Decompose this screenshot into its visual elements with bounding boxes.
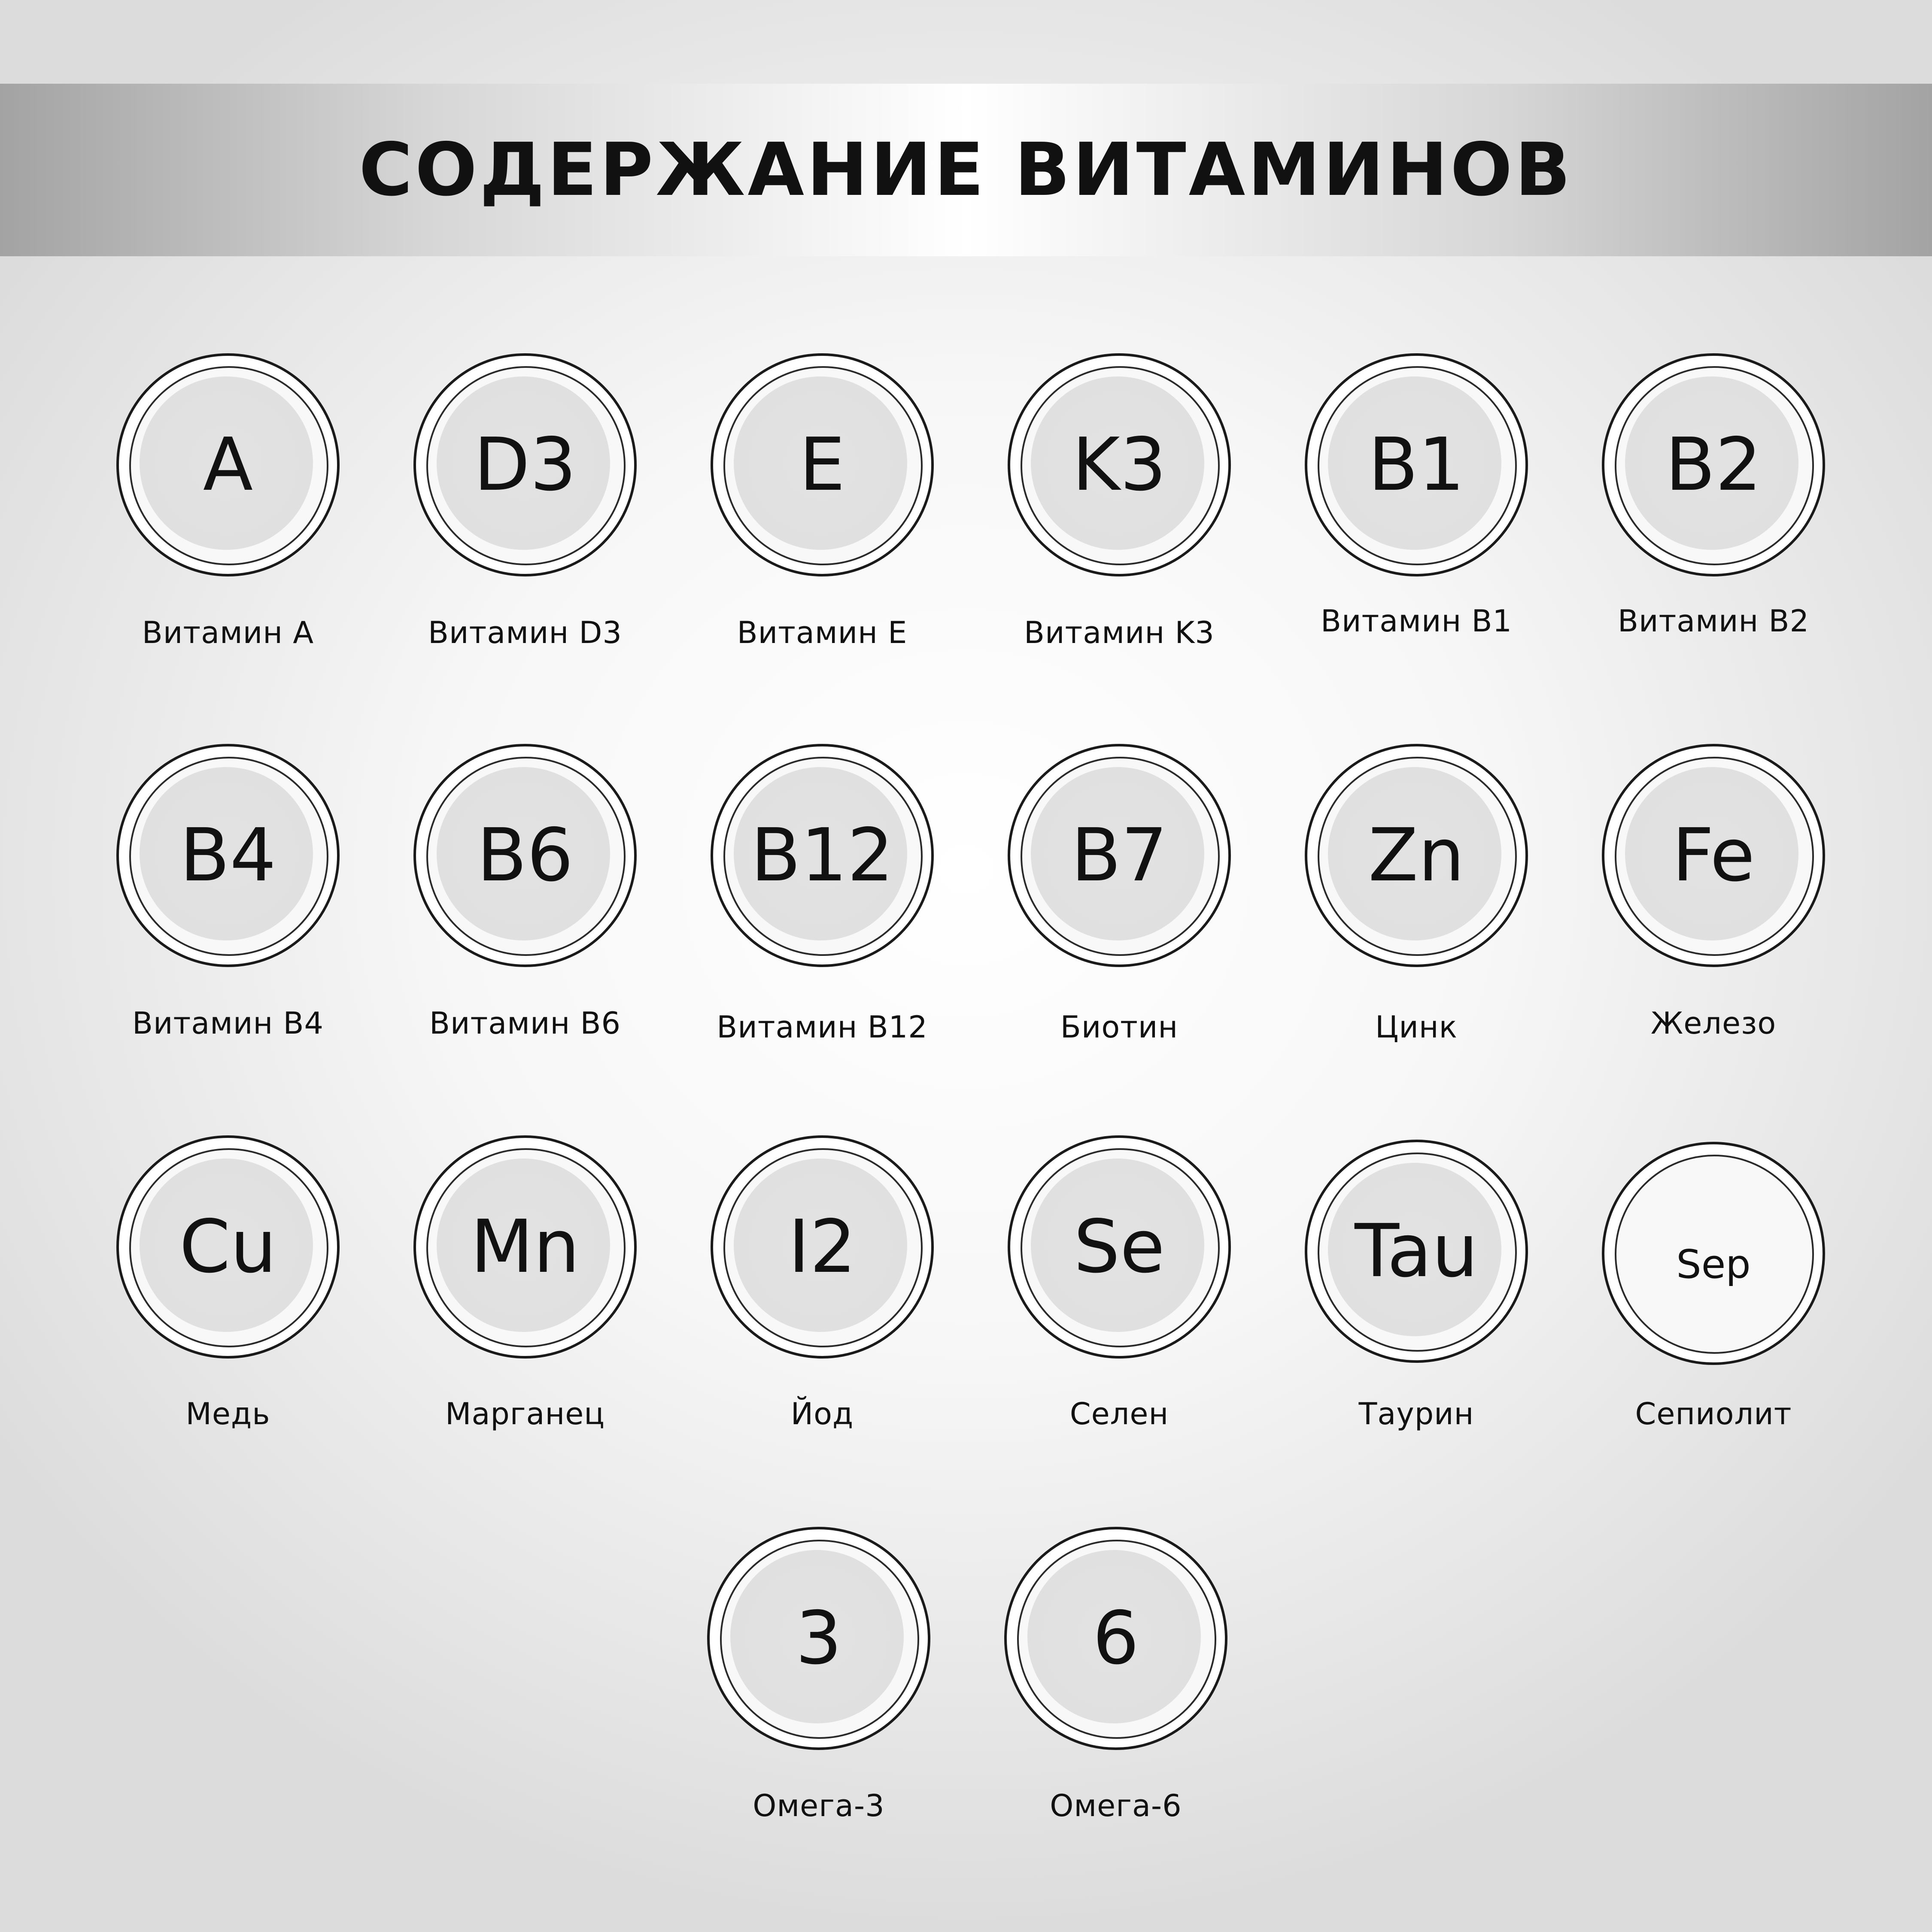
label-taurine: Таурин xyxy=(1358,1396,1474,1432)
badge-symbol: K3 xyxy=(1072,422,1166,507)
badge-symbol: Zn xyxy=(1368,813,1465,898)
label-vitamin-b6: Витамин B6 xyxy=(429,1006,621,1041)
badge-symbol: Tau xyxy=(1355,1209,1478,1294)
badge-symbol: B6 xyxy=(477,813,574,898)
badge-symbol: 6 xyxy=(1092,1596,1139,1681)
label-biotin: Биотин xyxy=(1060,1010,1179,1045)
badge-symbol: Sep xyxy=(1676,1241,1751,1287)
badge-vitamin-b12 xyxy=(711,744,934,967)
label-omega-6: Омега-6 xyxy=(1050,1788,1182,1823)
badge-symbol: D3 xyxy=(474,422,577,507)
label-vitamin-b2: Витамин B2 xyxy=(1617,604,1810,639)
badge-manganese xyxy=(413,1135,637,1359)
badge-vitamin-b2 xyxy=(1602,353,1825,576)
badge-omega-3 xyxy=(707,1527,930,1750)
badge-vitamin-k3 xyxy=(1008,353,1231,576)
label-vitamin-a: Витамин A xyxy=(142,615,314,650)
badge-symbol: B2 xyxy=(1665,422,1762,507)
badge-symbol: Cu xyxy=(179,1204,277,1289)
badge-symbol: Se xyxy=(1073,1204,1165,1289)
label-sepiolite: Сепиолит xyxy=(1635,1396,1792,1432)
badge-symbol: B7 xyxy=(1071,813,1168,898)
badge-iodine xyxy=(711,1135,934,1359)
badge-sepiolite xyxy=(1602,1142,1825,1365)
label-omega-3: Омега-3 xyxy=(753,1788,885,1823)
badge-symbol: 3 xyxy=(795,1596,842,1681)
label-iron: Железо xyxy=(1650,1006,1777,1041)
badge-vitamin-d3 xyxy=(413,353,637,576)
label-manganese: Марганец xyxy=(445,1396,605,1432)
badge-vitamin-a xyxy=(116,353,340,576)
badge-iron xyxy=(1602,744,1825,967)
label-selenium: Селен xyxy=(1069,1396,1169,1432)
label-vitamin-b1: Витамин B1 xyxy=(1320,604,1513,639)
page-title: СОДЕРЖАНИЕ ВИТАМИНОВ xyxy=(358,127,1574,212)
label-vitamin-k3: Витамин K3 xyxy=(1024,615,1215,650)
badge-vitamin-e xyxy=(711,353,934,576)
badge-symbol: I2 xyxy=(788,1204,857,1289)
label-zinc: Цинк xyxy=(1375,1010,1458,1045)
badge-taurine xyxy=(1305,1140,1528,1363)
badge-selenium xyxy=(1008,1135,1231,1359)
badge-vitamin-b1 xyxy=(1305,353,1528,576)
label-vitamin-b4: Витамин B4 xyxy=(132,1006,324,1041)
badge-symbol: E xyxy=(799,422,845,507)
label-vitamin-e: Витамин E xyxy=(737,615,908,650)
badge-symbol: B12 xyxy=(750,813,894,898)
badge-symbol: A xyxy=(203,422,253,507)
badge-vitamin-b4 xyxy=(116,744,340,967)
label-iodine: Йод xyxy=(790,1396,854,1432)
label-vitamin-d3: Витамин D3 xyxy=(428,615,622,650)
title-banner xyxy=(0,84,1932,256)
badge-symbol: B1 xyxy=(1368,422,1465,507)
badge-copper xyxy=(116,1135,340,1359)
badge-biotin xyxy=(1008,744,1231,967)
badge-omega-6 xyxy=(1004,1527,1227,1750)
label-copper: Медь xyxy=(185,1396,270,1432)
badge-symbol: B4 xyxy=(179,813,276,898)
label-vitamin-b12: Витамин B12 xyxy=(717,1010,928,1045)
badge-symbol: Mn xyxy=(470,1204,580,1289)
badge-zinc xyxy=(1305,744,1528,967)
badge-symbol: Fe xyxy=(1672,813,1755,898)
badge-vitamin-b6 xyxy=(413,744,637,967)
